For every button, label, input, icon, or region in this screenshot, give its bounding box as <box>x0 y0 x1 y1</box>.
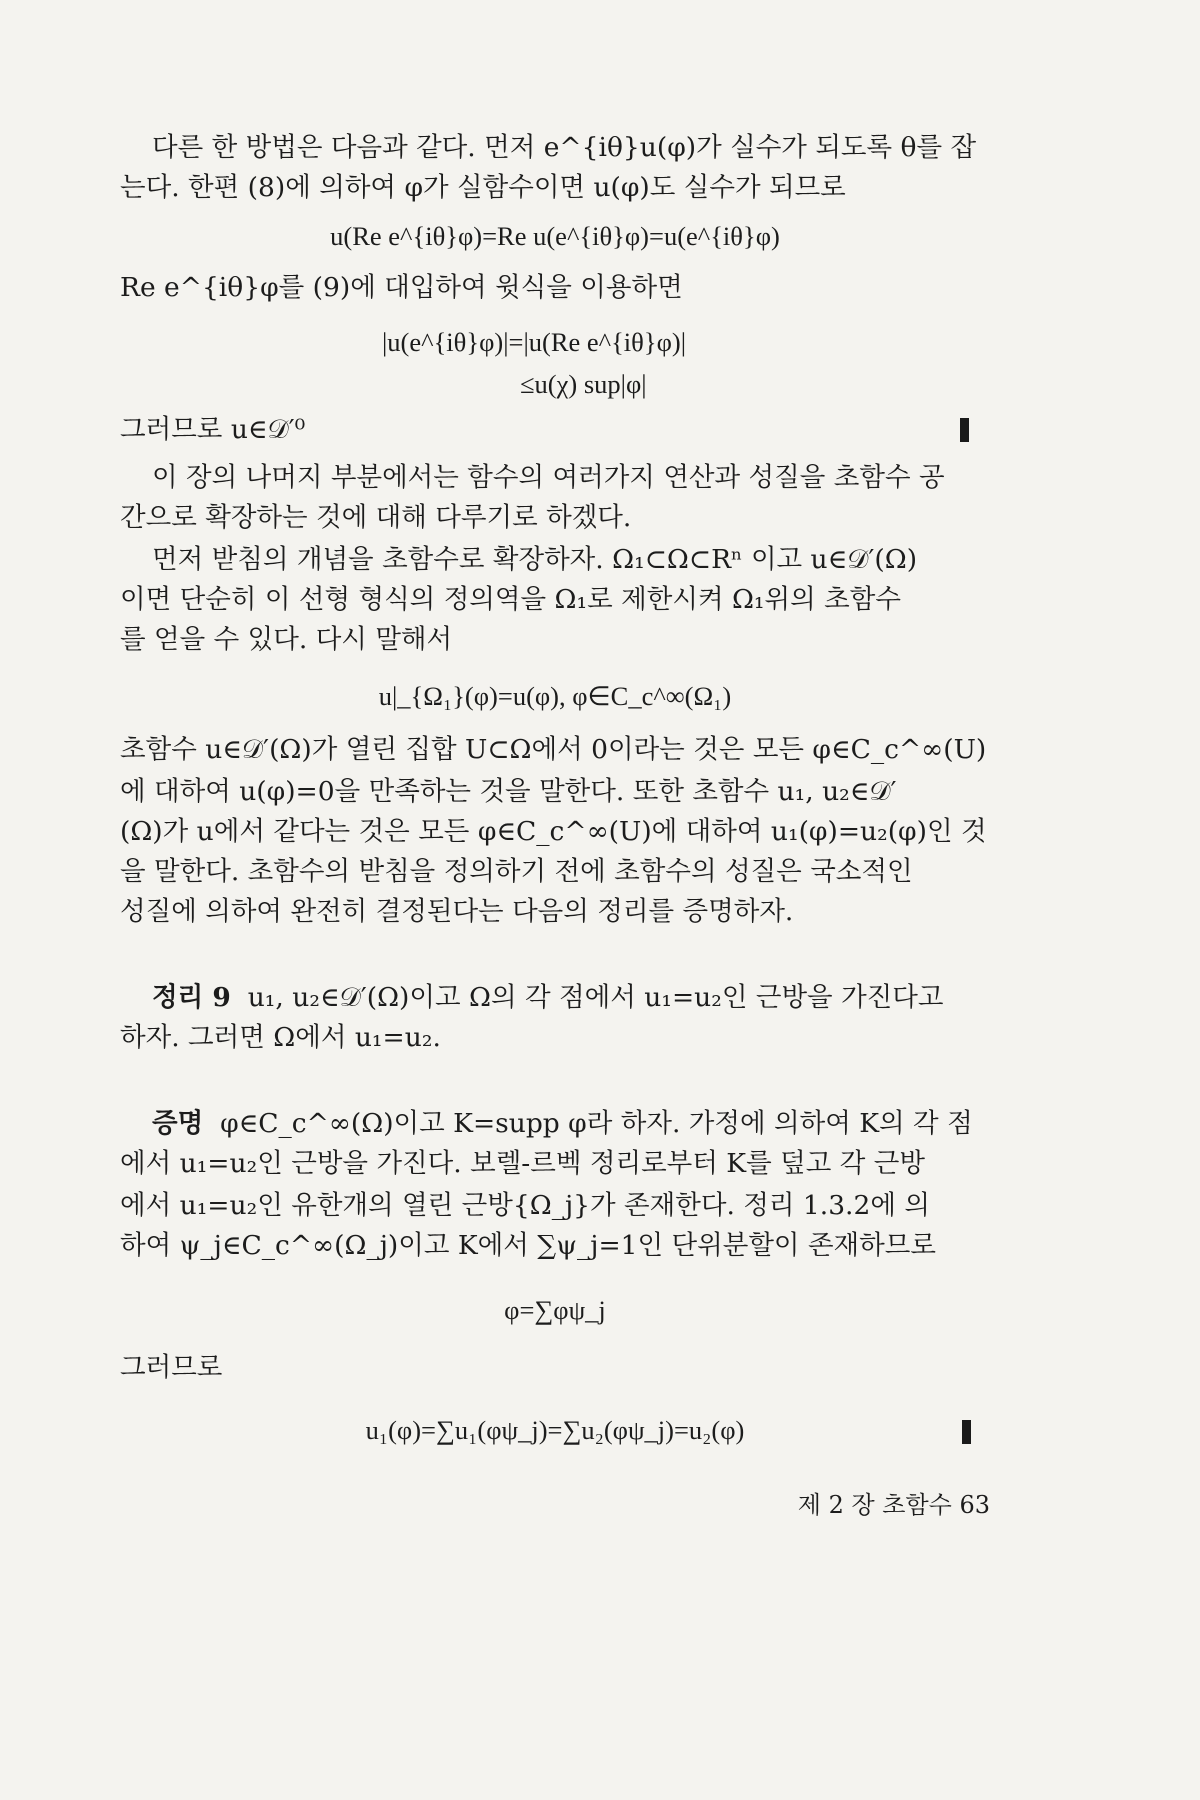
text-line-3: Re e^{iθ}φ를 (9)에 대입하여 윗식을 이용하면 <box>120 272 683 303</box>
proof-line-3: 에서 u₁=u₂인 유한개의 열린 근방{Ω_j}가 존재한다. 정리 1.3.2에 의 <box>120 1190 930 1221</box>
theorem-line-2: 하자. 그러면 Ω에서 u₁=u₂. <box>120 1022 441 1053</box>
equation-4: u|_{Ω₁}(φ)=u(φ), φ∈C_c^∞(Ω₁) <box>378 681 732 711</box>
equation-6: u₁(φ)=∑u₁(φψ_j)=∑u₂(φψ_j)=u₂(φ) <box>365 1415 745 1445</box>
qed-mark-2 <box>962 1420 971 1444</box>
text-line-14: 성질에 의하여 완전히 결정된다는 다음의 정리를 증명하자. <box>120 896 794 927</box>
equation-5: φ=∑φψ_j <box>504 1295 606 1325</box>
proof-line-2: 에서 u₁=u₂인 근방을 가진다. 보렐-르벡 정리로부터 K를 덮고 각 근방 <box>120 1148 925 1179</box>
theorem-text: u₁, u₂∈𝒟′(Ω)이고 Ω의 각 점에서 u₁=u₂인 근방을 가진다고 <box>247 982 944 1013</box>
text-line-6: 간으로 확장하는 것에 대해 다루기로 하겠다. <box>120 502 632 533</box>
qed-mark <box>960 418 969 442</box>
equation-1: u(Re e^{iθ}φ)=Re u(e^{iθ}φ)=u(e^{iθ}φ) <box>330 221 780 251</box>
text-line-5: 이 장의 나머지 부분에서는 함수의 여러가지 연산과 성질을 초함수 공 <box>152 462 945 493</box>
text-line-8: 이면 단순히 이 선형 형식의 정의역을 Ω₁로 제한시켜 Ω₁위의 초함수 <box>120 584 901 615</box>
theorem-line-1 <box>152 978 990 1018</box>
text-line-7: 먼저 받침의 개념을 초함수로 확장하자. Ω₁⊂Ω⊂Rⁿ 이고 u∈𝒟′(Ω) <box>152 544 918 575</box>
text-line-9: 를 얻을 수 있다. 다시 말해서 <box>120 624 453 655</box>
text-line-13: 을 말한다. 초함수의 받침을 정의하기 전에 초함수의 성질은 국소적인 <box>120 856 913 887</box>
proof-text: φ∈C_c^∞(Ω)이고 K=supp φ라 하자. 가정에 의하여 K의 각 점 <box>220 1108 973 1139</box>
text-line-11: 에 대하여 u(φ)=0을 만족하는 것을 말한다. 또한 초함수 u₁, u₂∈𝒟′ <box>120 776 897 807</box>
theorem-label: 정리 9 <box>152 982 231 1013</box>
text-line-2: 는다. 한편 (8)에 의하여 φ가 실함수이면 u(φ)도 실수가 되므로 <box>120 172 846 203</box>
proof-line-4: 하여 ψ_j∈C_c^∞(Ω_j)이고 K에서 ∑ψ_j=1인 단위분할이 존재하므로 <box>120 1230 936 1261</box>
text-line-1: 다른 한 방법은 다음과 같다. 먼저 e^{iθ}u(φ)가 실수가 되도록 θ를 잡 <box>152 132 977 163</box>
text-line-10: 초함수 u∈𝒟′(Ω)가 열린 집합 U⊂Ω에서 0이라는 것은 모든 φ∈C_c^∞(U) <box>120 734 987 765</box>
page-footer: 제 2 장 초함수 63 <box>797 1491 990 1519</box>
text-line-12: (Ω)가 u에서 같다는 것은 모든 φ∈C_c^∞(U)에 대하여 u₁(φ)=u₂(φ)인 것 <box>120 816 987 847</box>
proof-label: 증명 <box>152 1108 204 1139</box>
equation-3: ≤u(χ) sup|φ| <box>520 369 647 399</box>
proof-line-1 <box>152 1104 990 1144</box>
equation-2: |u(e^{iθ}φ)|=|u(Re e^{iθ}φ)| <box>382 327 686 357</box>
text-line-4: 그러므로 u∈𝒟′⁰ <box>120 414 306 445</box>
proof-line-5: 그러므로 <box>120 1352 223 1383</box>
